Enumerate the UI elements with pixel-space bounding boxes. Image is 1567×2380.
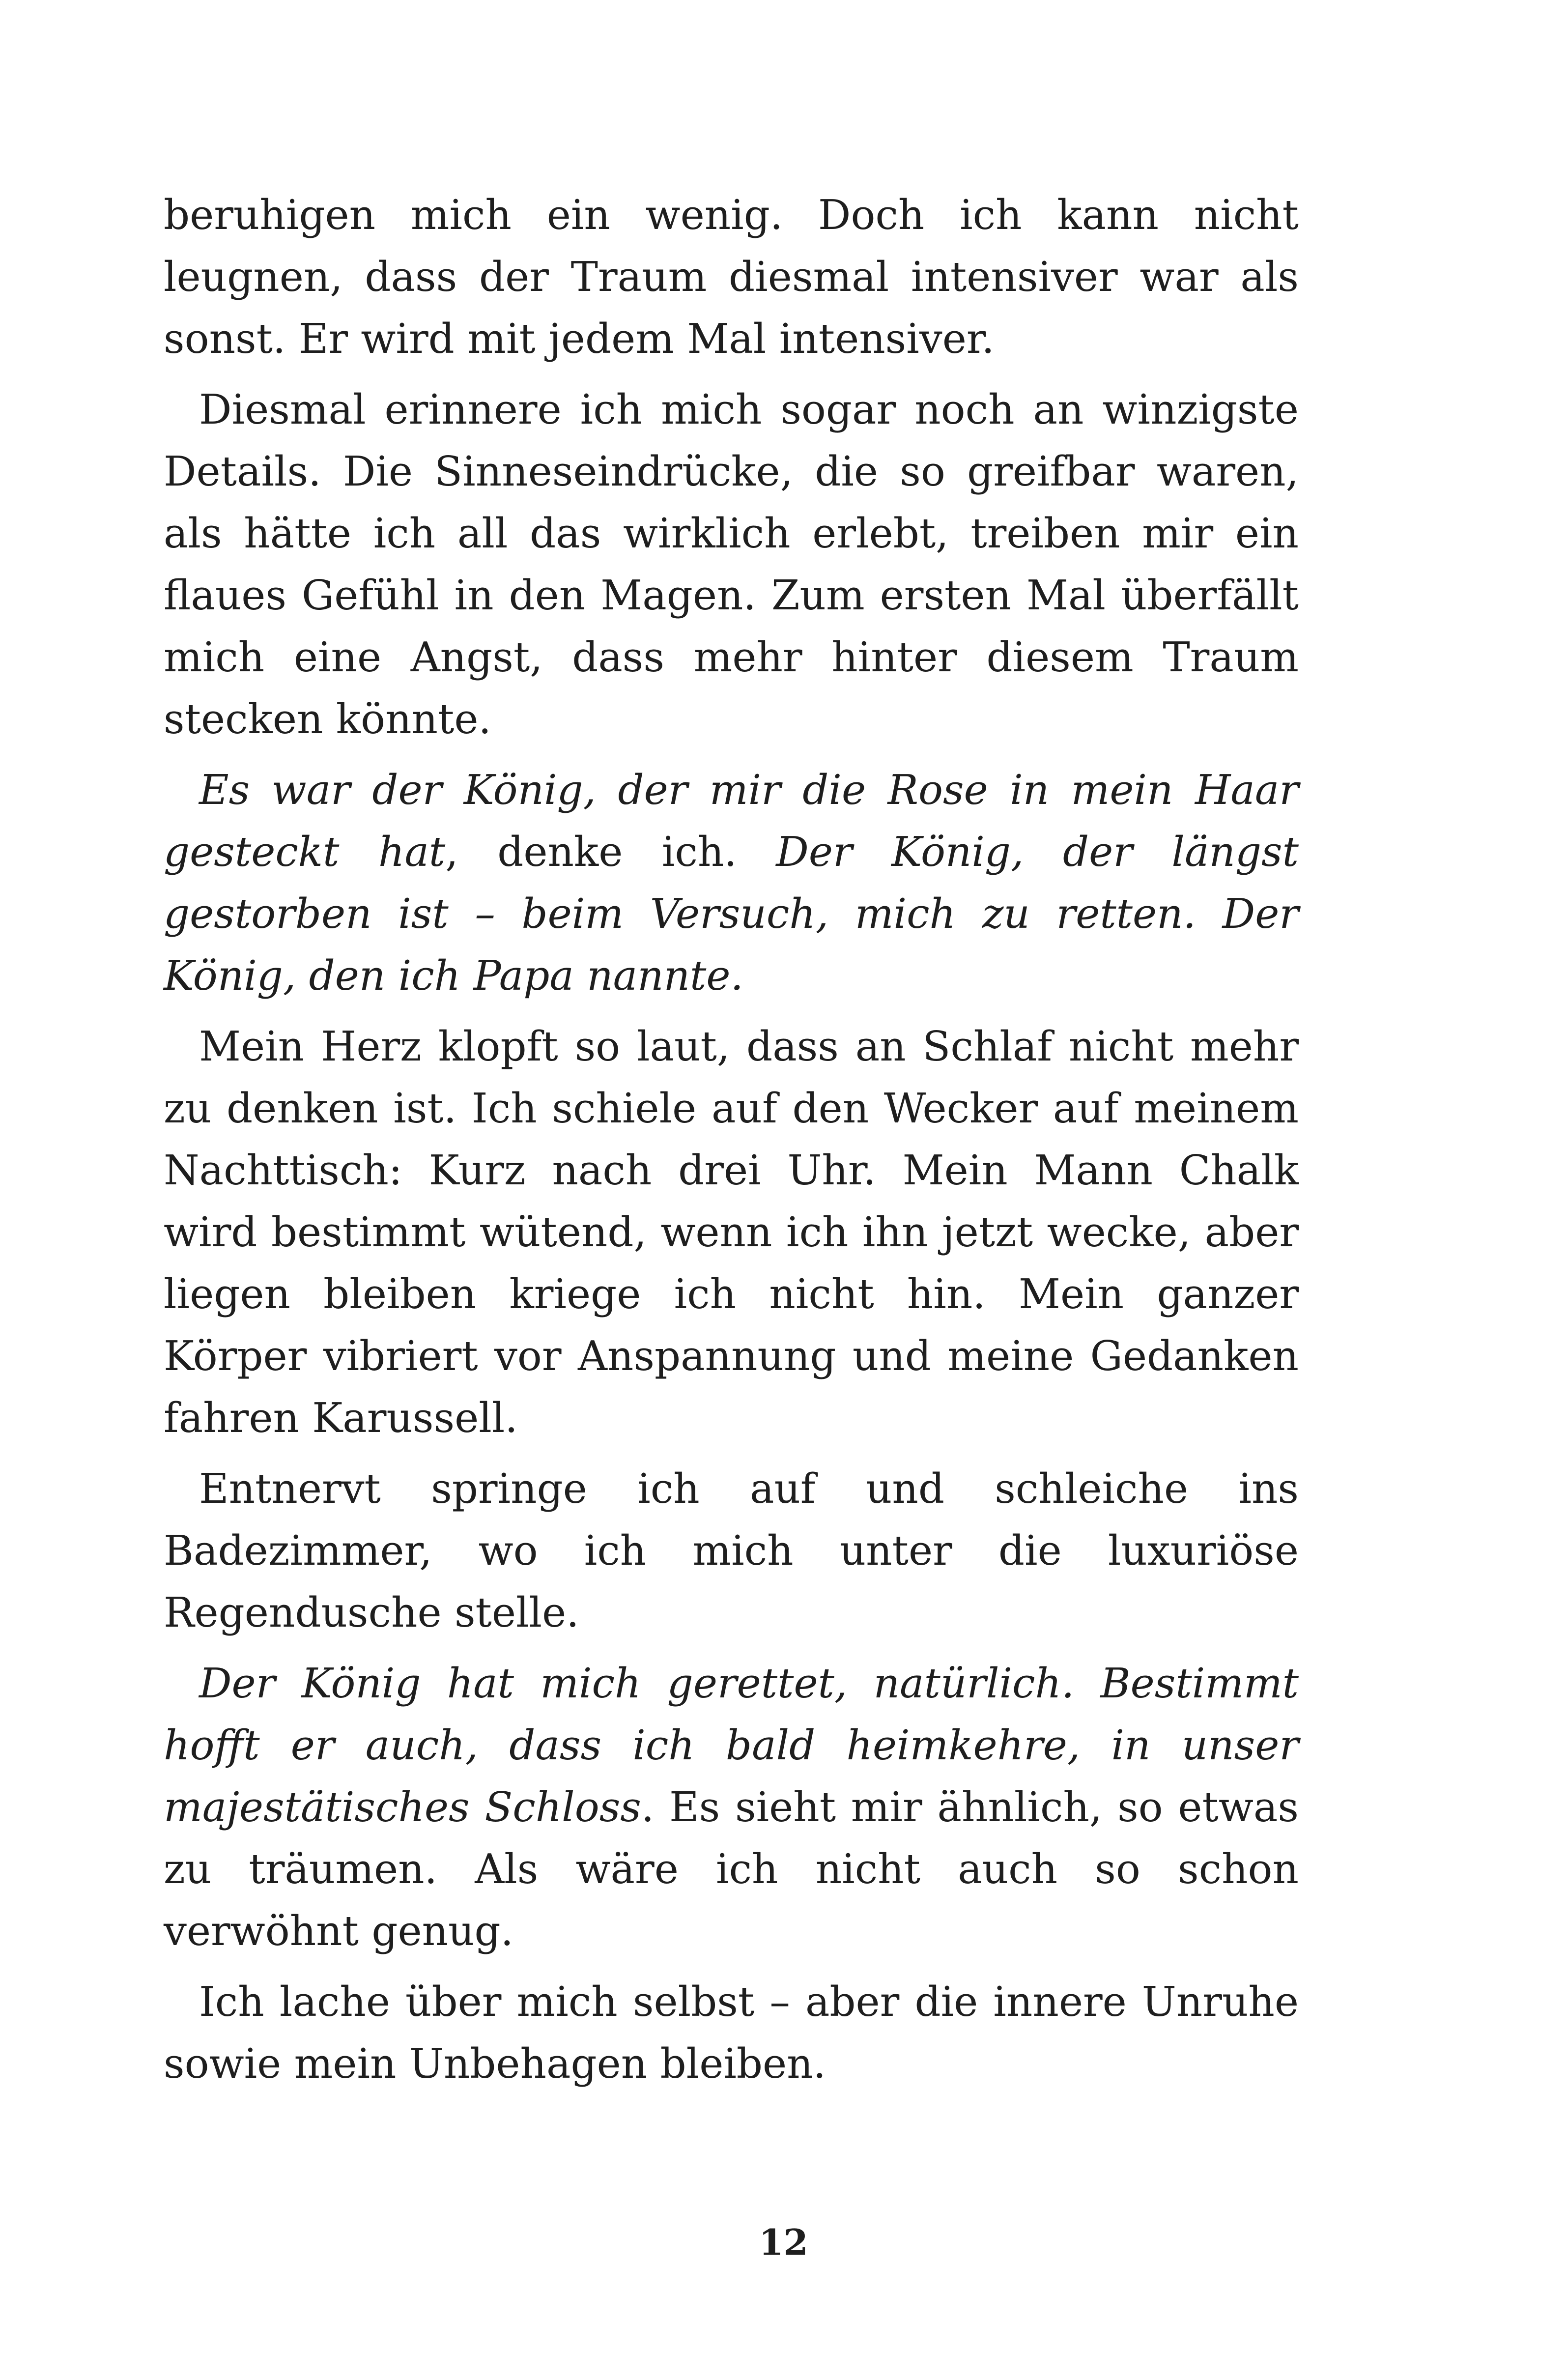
italic-text-run: Der König hat mich gerettet, natürlich. Bestimmt hofft er auch, dass ich bald heimkehre, in unser majestätisches Schloss: [164, 1660, 1299, 1831]
body-text: [164, 184, 1299, 2104]
text-run: Ich lache über mich selbst – aber die innere Unruhe sowie mein Unbehagen bleiben.: [164, 1978, 1299, 2088]
paragraph: [164, 184, 1299, 370]
text-run: Entnervt springe ich auf und schleiche ins Badezimmer, wo ich mich unter die luxuriöse Regendusche stelle.: [164, 1465, 1299, 1636]
text-run: Diesmal erinnere ich mich sogar noch an winzigste Details. Die Sinneseindrücke, die so greifbar waren, als hätte ich all das wirklich erlebt, treiben mir ein flaues Gefühl in den Magen. Zum ersten Mal überfällt mich eine Angst, dass mehr hinter diesem Traum stecken könnte.: [164, 386, 1299, 743]
paragraph: [164, 1458, 1299, 1644]
paragraph: [164, 759, 1299, 1007]
italic-text-run: Der König, der längst gestorben ist – beim Versuch, mich zu retten. Der König, den ich Papa nannte.: [164, 828, 1299, 1000]
text-run: , denke ich.: [445, 828, 776, 876]
text-run: . Es sieht mir ähnlich, so etwas zu träumen. Als wäre ich nicht auch so schon verwöhnt genug.: [164, 1783, 1299, 1955]
text-run: Mein Herz klopft so laut, dass an Schlaf nicht mehr zu denken ist. Ich schiele auf den Wecker auf meinem Nachttisch: Kurz nach drei Uhr. Mein Mann Chalk wird bestimmt wütend, wenn ich ihn jetzt wecke, aber liegen bleiben kriege ich nicht hin. Mein ganzer Körper vibriert vor Anspannung und meine Gedanken fahren Karussell.: [164, 1023, 1299, 1442]
paragraph: [164, 1971, 1299, 2095]
italic-text-run: Es war der König, der mir die Rose in mein Haar gesteckt hat: [164, 766, 1299, 876]
page-number: 12: [759, 2221, 808, 2263]
paragraph: [164, 1653, 1299, 1962]
paragraph: [164, 379, 1299, 750]
text-run: beruhigen mich ein wenig. Doch ich kann nicht leugnen, dass der Traum diesmal intensiver war als sonst. Er wird mit jedem Mal intensiver.: [164, 191, 1299, 363]
paragraph: [164, 1016, 1299, 1449]
